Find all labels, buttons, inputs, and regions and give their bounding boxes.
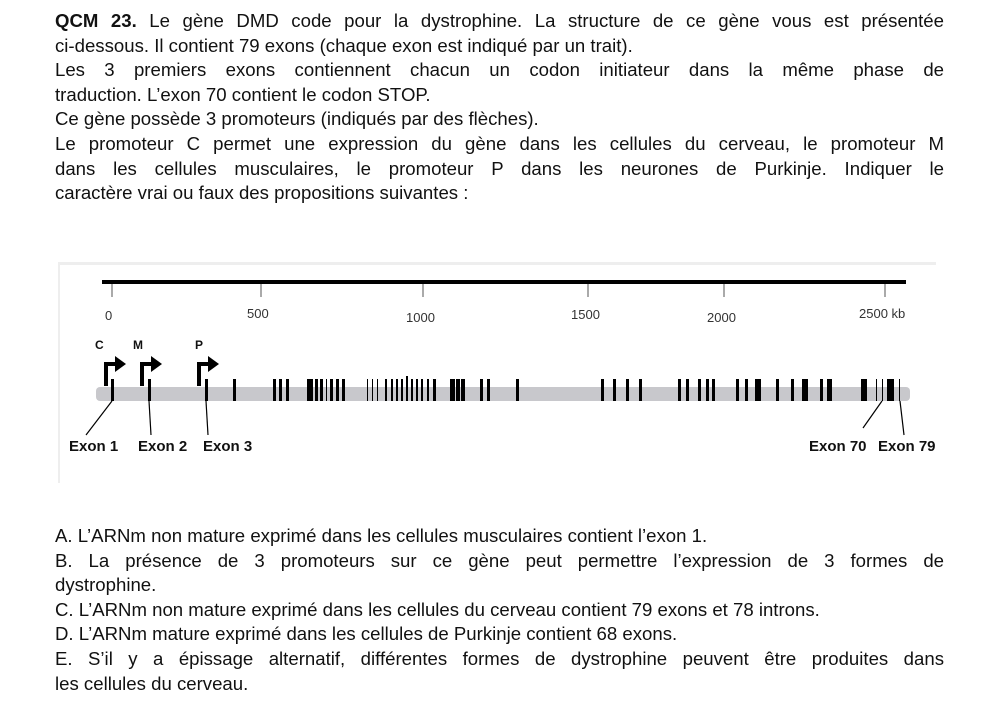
promoter-arrows: [95, 338, 219, 386]
exon-leader-lines: [86, 401, 904, 435]
exon-label-2: Exon 2: [138, 438, 188, 455]
choice-b-cont: dystrophine.: [55, 574, 157, 596]
question-number: QCM 23.: [55, 10, 137, 31]
intro-line-4: traduction. L’exon 70 contient le codon STOP.: [55, 83, 431, 105]
exon-label-70: Exon 70: [809, 438, 867, 455]
scale-tick-label: 2000: [707, 310, 736, 325]
answer-choices: [55, 524, 944, 696]
choice-c: C. L’ARNm non mature exprimé dans les cellules du cerveau contient 79 exons et 78 introns.: [55, 598, 820, 620]
scale-tick-label: 1000: [406, 310, 435, 325]
scale-tick-label: 1500: [571, 307, 600, 322]
gene-bar: [96, 387, 910, 401]
promoter-label-m: M: [133, 338, 143, 352]
choice-e-cont: les cellules du cerveau.: [55, 672, 249, 694]
promoter-c-arrow-icon: [106, 356, 126, 386]
promoter-m-arrow-icon: [142, 356, 162, 386]
scale-tick-label: 500: [247, 306, 269, 321]
exon-label-79: Exon 79: [878, 438, 936, 455]
choice-e: E. S’il y a épissage alternatif, différentes formes de dystrophine peuvent être produites dans: [55, 647, 944, 669]
choice-b: B. La présence de 3 promoteurs sur ce gène peut permettre l’expression de 3 formes de: [55, 549, 944, 571]
choice-d: D. L’ARNm mature exprimé dans les cellules de Purkinje contient 68 exons.: [55, 623, 678, 645]
scale-tick-label: 0: [105, 308, 113, 323]
intro-line-1: QCM 23. Le gène DMD code pour la dystrophine. La structure de ce gène vous est présentée: [55, 10, 944, 31]
exon-label-3: Exon 3: [203, 438, 253, 455]
kb-scale: [102, 280, 906, 325]
exon-labels: [69, 438, 936, 455]
intro-line-7: dans les cellules musculaires, le promoteur P dans les neurones de Purkinje. Indiquer le: [55, 157, 944, 179]
intro-line-8: caractère vrai ou faux des propositions suivantes :: [55, 182, 469, 204]
intro-line-2: ci-dessous. Il contient 79 exons (chaque exon est indiqué par un trait).: [55, 34, 633, 56]
promoter-label-p: P: [195, 338, 204, 352]
intro-line-5: Ce gène possède 3 promoteurs (indiqués par des flèches).: [55, 108, 539, 130]
choice-a: A. L’ARNm non mature exprimé dans les cellules musculaires contient l’exon 1.: [55, 525, 708, 546]
promoter-p-arrow-icon: [199, 356, 219, 386]
exon-label-1: Exon 1: [69, 438, 119, 455]
dmd-gene-figure: [58, 262, 936, 483]
intro-line-6: Le promoteur C permet une expression du gène dans les cellules du cerveau, le promoteur M: [55, 132, 944, 154]
scale-tick-label: 2500 kb: [859, 306, 906, 321]
intro-line-3: Les 3 premiers exons contiennent chacun un codon initiateur dans la même phase de: [55, 59, 944, 81]
promoter-label-c: C: [95, 338, 104, 352]
